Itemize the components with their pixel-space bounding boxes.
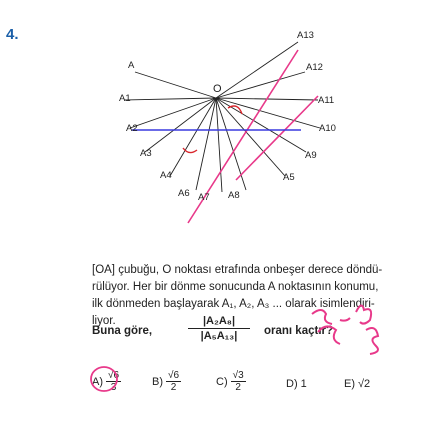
point-label-8: A9 <box>305 150 317 161</box>
ratio <box>188 315 250 342</box>
ray-7 <box>145 98 216 152</box>
question-number: 4. <box>6 26 19 43</box>
fraction-num: √6 <box>108 370 120 381</box>
point-label-10: A5 <box>283 172 295 183</box>
choice-letter: B) <box>152 375 163 388</box>
point-label-13: A8 <box>228 190 240 201</box>
point-labels <box>119 30 336 203</box>
choice-letter: D) <box>286 378 298 390</box>
ray-1 <box>135 72 216 98</box>
choice-a[interactable] <box>92 370 121 393</box>
choice-fraction <box>106 370 121 393</box>
ray-3 <box>124 98 216 100</box>
ray-11 <box>196 98 216 190</box>
point-label-0: A13 <box>297 30 314 41</box>
fraction-num: √3 <box>232 370 244 381</box>
red-angle-mark-2 <box>183 148 197 153</box>
fraction-bar <box>188 328 250 329</box>
ratio-numerator: |A₂A₈| <box>202 315 236 327</box>
point-label-5: A2 <box>126 123 138 134</box>
center-label-o: O <box>213 83 222 95</box>
ray-8 <box>216 98 306 152</box>
choice-fraction <box>231 370 246 393</box>
question-ask: oranı kaçtır? <box>264 325 334 337</box>
choice-b[interactable] <box>152 370 181 393</box>
point-label-12: A7 <box>198 192 210 203</box>
choice-fraction <box>166 370 181 393</box>
problem-line-1: [OA] çubuğu, O noktası etrafında onbeşer derece döndü- <box>92 264 383 276</box>
answer-choices <box>92 370 412 404</box>
choice-d[interactable] <box>286 378 307 390</box>
point-label-4: A11 <box>318 95 335 106</box>
choice-letter: C) <box>216 375 228 388</box>
ray-5 <box>130 98 216 128</box>
ray-2 <box>216 72 305 98</box>
point-label-3: A1 <box>119 93 131 104</box>
choice-e[interactable] <box>344 378 370 390</box>
fraction-num: √6 <box>168 370 180 381</box>
point-label-7: A3 <box>140 148 152 159</box>
point-label-11: A6 <box>178 188 190 199</box>
choice-letter: E) <box>344 378 355 390</box>
problem-line-2: rülüyor. Her bir dönme sonucunda A noktasının konumu, <box>92 281 379 293</box>
point-label-9: A4 <box>160 170 172 181</box>
point-label-2: A12 <box>306 62 323 73</box>
problem-line-3: ilk dönmeden başlayarak A₁, A₂, A₃ ... olarak isimlendiri- <box>92 298 375 310</box>
fraction-den: 3 <box>110 382 117 393</box>
choice-value: √2 <box>358 378 371 390</box>
choice-letter: A) <box>92 375 103 388</box>
point-label-1: A <box>128 60 135 71</box>
question-lead: Buna göre, <box>92 325 153 337</box>
choice-value: 1 <box>300 378 307 390</box>
ray-6 <box>216 98 320 128</box>
problem-text <box>92 262 422 330</box>
problem-line-4: liyor. <box>92 315 116 327</box>
point-label-6: A10 <box>319 123 336 134</box>
fraction-den: 2 <box>235 382 241 393</box>
ratio-denominator: |A₅A₁₃| <box>200 330 238 342</box>
fraction-den: 2 <box>170 382 177 393</box>
ray-9 <box>170 98 216 176</box>
pink-scribble-4 <box>366 328 378 354</box>
choice-c[interactable] <box>216 370 246 393</box>
